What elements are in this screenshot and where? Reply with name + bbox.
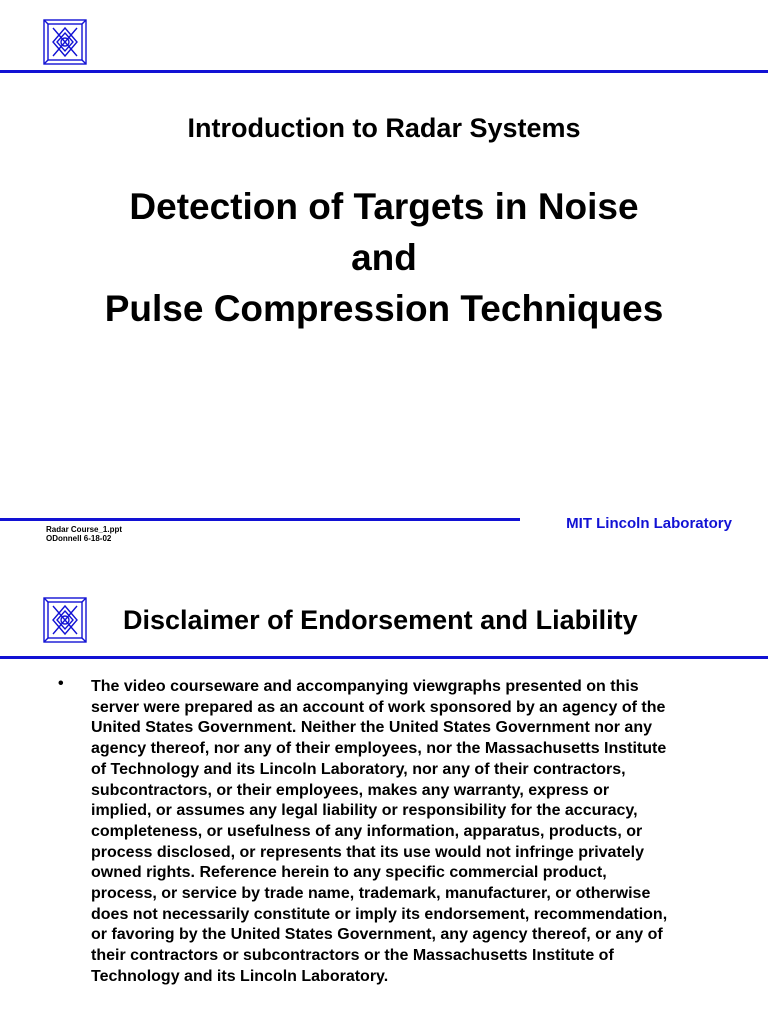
body-line: agency thereof, nor any of their employees, nor the Massachusetts Institute	[91, 740, 667, 758]
disclaimer-body	[91, 677, 731, 988]
body-line: United States Government. Neither the United States Government nor any	[91, 719, 652, 737]
course-subtitle: Introduction to Radar Systems	[187, 113, 581, 143]
body-line: Technology and its Lincoln Laboratory.	[91, 967, 389, 985]
body-line: The video courseware and accompanying viewgraphs presented on this	[91, 678, 639, 695]
header-rule	[0, 656, 768, 659]
body-line: server were prepared as an account of work sponsored by an agency of the	[91, 698, 666, 716]
footer-rule	[0, 518, 520, 521]
slide-footer	[46, 525, 122, 543]
title-line-1: Detection of Targets in Noise	[129, 186, 639, 227]
body-line: of Technology and its Lincoln Laboratory, nor any of their contractors,	[91, 760, 626, 778]
body-line: completeness, or usefulness of any information, apparatus, products, or	[91, 822, 643, 840]
body-line: process disclosed, or represents that its use would not infringe privately	[91, 843, 645, 861]
bullet-icon: •	[58, 675, 64, 692]
header-rule	[0, 70, 768, 73]
disclaimer-title: Disclaimer of Endorsement and Liability	[123, 605, 638, 635]
lincoln-lab-logo-icon	[42, 596, 88, 644]
body-line: their contractors or subcontractors or the Massachusetts Institute of	[91, 947, 614, 965]
footer-author-date: ODonnell 6-18-02	[46, 534, 112, 543]
organization-name: MIT Lincoln Laboratory	[566, 515, 732, 532]
footer-file: Radar Course_1.ppt	[46, 525, 123, 534]
title-line-2: and	[351, 237, 417, 278]
body-line: process, or service by trade name, trademark, manufacturer, or otherwise	[91, 885, 651, 903]
lincoln-lab-logo-icon	[42, 18, 88, 66]
body-line: implied, or assumes any legal liability or responsibility for the accuracy,	[91, 802, 638, 820]
disclaimer-slide	[0, 580, 768, 1024]
title-line-3: Pulse Compression Techniques	[104, 288, 664, 329]
body-line: owned rights. Reference herein to any specific commercial product,	[91, 864, 607, 882]
body-line: or favoring by the United States Government, any agency thereof, or any of	[91, 926, 663, 944]
body-line: subcontractors, or their employees, makes any warranty, express or	[91, 781, 610, 799]
body-line: does not necessarily constitute or imply its endorsement, recommendation,	[91, 905, 668, 923]
